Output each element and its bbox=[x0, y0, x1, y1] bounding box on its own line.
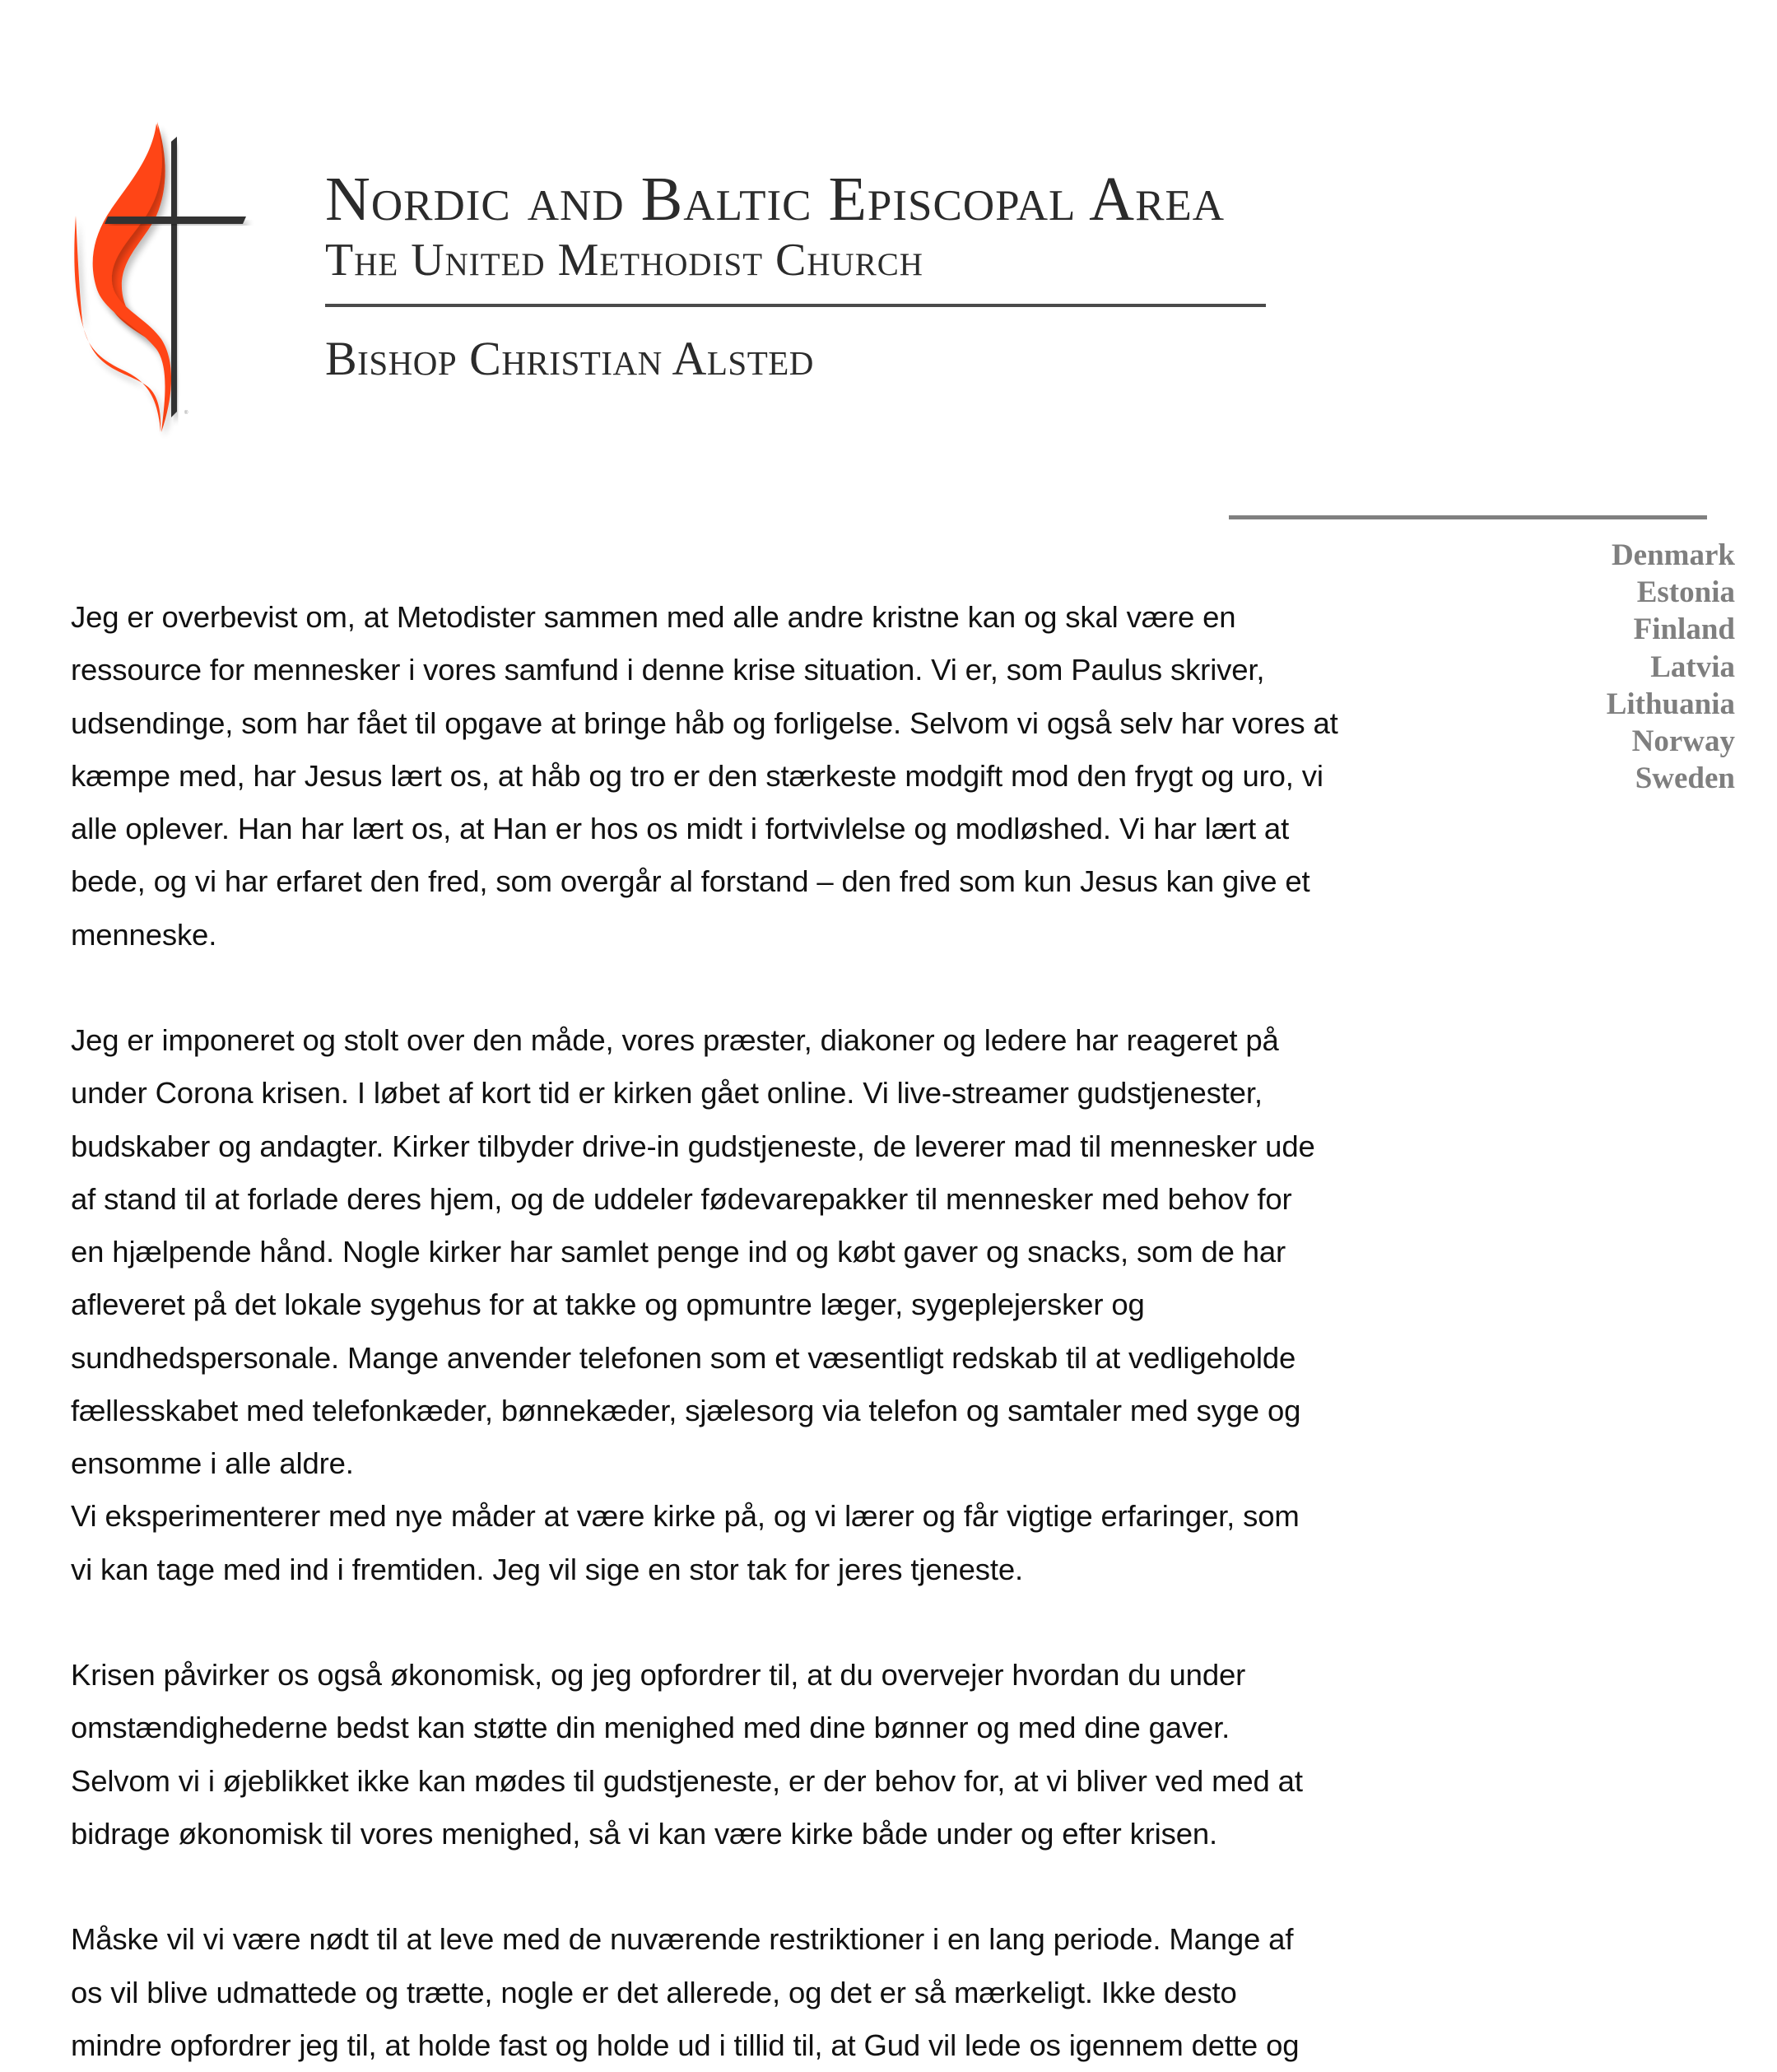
paragraph-4 bbox=[71, 1913, 1552, 2072]
text-line: sundhedspersonale. Mange anvender telefonen som et væsentligt redskab til at vedligeholde bbox=[71, 1340, 1296, 1375]
country-item: Lithuania bbox=[1606, 687, 1735, 721]
letter-body bbox=[71, 591, 1552, 2072]
text-line: afleveret på det lokale sygehus for at takke og opmuntre læger, sygeplejersker og bbox=[71, 1287, 1145, 1322]
text-line: ressource for mennesker i vores samfund i denne krise situation. Vi er, som Paulus skriver, bbox=[71, 653, 1265, 687]
text-line: under Corona krisen. I løbet af kort tid er kirken gået online. Vi live-streamer gudstjenester, bbox=[71, 1076, 1263, 1110]
paragraph-spacer bbox=[71, 1596, 1552, 1649]
country-item: Sweden bbox=[1635, 761, 1735, 796]
church-name: The United Methodist Church bbox=[325, 235, 923, 286]
text-line: Jeg er overbevist om, at Metodister sammen med alle andre kristne kan og skal være en bbox=[71, 600, 1236, 634]
paragraph-2 bbox=[71, 1014, 1552, 1596]
text-line: Måske vil vi være nødt til at leve med de nuværende restriktioner i en lang periode. Mange af bbox=[71, 1922, 1294, 1957]
text-line: af stand til at forlade deres hjem, og de uddeler fødevarepakker til mennesker med behov for bbox=[71, 1181, 1292, 1216]
country-item: Norway bbox=[1631, 724, 1735, 759]
text-line: Vi eksperimenterer med nye måder at være kirke på, og vi lærer og får vigtige erfaringer, som bbox=[71, 1499, 1300, 1534]
text-line: os vil blive udmattede og trætte, nogle er det allerede, og det er så mærkeligt. Ikke desto bbox=[71, 1975, 1237, 2009]
text-line: Krisen påvirker os også økonomisk, og jeg opfordrer til, at du overvejer hvordan du under bbox=[71, 1658, 1246, 1692]
paragraph-1 bbox=[71, 591, 1552, 962]
text-line: budskaber og andagter. Kirker tilbyder drive-in gudstjeneste, de leverer mad til mennesker ude bbox=[71, 1129, 1315, 1163]
text-line: fællesskabet med telefonkæder, bønnekæder, sjælesorg via telefon og samtaler med syge og bbox=[71, 1393, 1301, 1427]
sidebar-divider bbox=[1229, 515, 1707, 519]
text-line: bede, og vi har erfaret den fred, som overgår al forstand – den fred som kun Jesus kan give et bbox=[71, 864, 1310, 899]
text-line: vi kan tage med ind i fremtiden. Jeg vil sige en stor tak for jeres tjeneste. bbox=[71, 1552, 1024, 1586]
text-line: omstændighederne bedst kan støtte din menighed med dine bønner og med dine gaver. bbox=[71, 1711, 1230, 1745]
text-line: udsendinge, som har fået til opgave at bringe håb og forligelse. Selvom vi også selv har vores at bbox=[71, 705, 1338, 740]
svg-text:®: ® bbox=[184, 411, 188, 416]
text-line: en hjælpende hånd. Nogle kirker har samlet penge ind og købt gaver og snacks, som de har bbox=[71, 1235, 1286, 1269]
text-line: ensomme i alle aldre. bbox=[71, 1446, 354, 1480]
text-line: Jeg er imponeret og stolt over den måde, vores præster, diakoner og ledere har reageret på bbox=[71, 1023, 1279, 1057]
country-item: Denmark bbox=[1611, 538, 1735, 572]
paragraph-3 bbox=[71, 1649, 1552, 1860]
text-line: mindre opfordrer jeg til, at holde fast og holde ud i tillid til, at Gud vil lede os igennem dette og bbox=[71, 2028, 1300, 2062]
text-line: Selvom vi i øjeblikket ikke kan mødes til gudstjeneste, er der behov for, at vi bliver ved med at bbox=[71, 1763, 1303, 1798]
text-line: menneske. bbox=[71, 917, 217, 952]
country-item: Estonia bbox=[1636, 575, 1735, 610]
country-item: Latvia bbox=[1650, 650, 1735, 684]
organization-title: Nordic and Baltic Episcopal Area bbox=[325, 165, 1226, 234]
cross-and-flame-icon bbox=[66, 115, 272, 445]
country-list bbox=[1607, 537, 1735, 797]
paragraph-spacer bbox=[71, 1860, 1552, 1913]
text-line: kæmpe med, har Jesus lært os, at håb og tro er den stærkeste modgift mod den frygt og uro, vi bbox=[71, 758, 1323, 793]
text-line: bidrage økonomisk til vores menighed, så vi kan være kirke både under og efter krisen. bbox=[71, 1816, 1218, 1851]
paragraph-spacer bbox=[71, 962, 1552, 1014]
bishop-name: Bishop Christian Alsted bbox=[325, 332, 814, 385]
country-item: Finland bbox=[1633, 612, 1735, 647]
text-line: alle oplever. Han har lært os, at Han er hos os midt i fortvivlelse og modløshed. Vi har lært at bbox=[71, 812, 1290, 845]
letterhead-divider bbox=[325, 304, 1266, 307]
